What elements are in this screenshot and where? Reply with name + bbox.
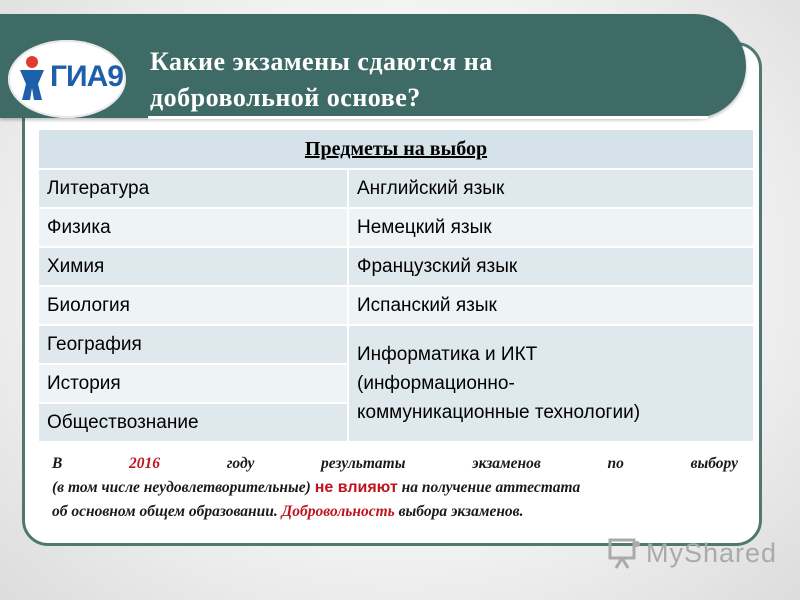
logo-text: ГИА9 [50, 60, 123, 93]
note-text: выбора экзаменов. [394, 503, 524, 520]
informatics-line: коммуникационные технологии) [357, 402, 641, 423]
footnote [52, 452, 738, 524]
note-text: (в том числе неудовлетворительные) [52, 479, 315, 496]
note-text: на получение аттестата [397, 479, 581, 496]
subject-cell: Французский язык [348, 247, 754, 286]
subject-cell: Литература [38, 169, 348, 208]
title-line-2: добровольной основе? [150, 83, 421, 112]
subjects-table [37, 128, 755, 443]
informatics-line: (информационно- [357, 373, 515, 394]
person-logo-icon [16, 54, 50, 102]
informatics-line: Информатика и ИКТ [357, 344, 538, 365]
note-word: году [226, 455, 255, 472]
subject-cell: Английский язык [348, 169, 754, 208]
note-emphasis: Добровольность [281, 503, 395, 520]
title-underline [148, 116, 708, 119]
table-row [38, 247, 754, 286]
table-header: Предметы на выбор [38, 129, 754, 169]
presentation-board-icon [608, 536, 642, 570]
note-line-1 [52, 452, 738, 476]
informatics-cell [348, 325, 754, 442]
note-word: по [607, 455, 624, 472]
watermark-text: MyShared [646, 538, 778, 568]
table-row [38, 208, 754, 247]
note-line-3 [52, 500, 738, 524]
subject-cell: Химия [38, 247, 348, 286]
watermark [608, 536, 778, 572]
subject-cell: Испанский язык [348, 286, 754, 325]
subject-cell: Биология [38, 286, 348, 325]
note-word: В [52, 455, 63, 472]
title-banner [0, 14, 746, 118]
subject-cell: Обществознание [38, 403, 348, 442]
table-row [38, 286, 754, 325]
note-text: об основном общем образовании. [52, 503, 282, 520]
subject-cell: Немецкий язык [348, 208, 754, 247]
note-word: результаты [321, 455, 406, 472]
note-line-2 [52, 476, 738, 500]
title-line-1: Какие экзамены сдаются на [150, 47, 493, 76]
page-title [150, 44, 670, 116]
note-emphasis: не влияют [314, 479, 398, 496]
note-word: выбору [690, 455, 738, 472]
table-header-row [38, 129, 754, 169]
note-word: экзаменов [472, 455, 541, 472]
subject-cell: Физика [38, 208, 348, 247]
note-year: 2016 [129, 455, 161, 472]
gia9-logo [8, 40, 126, 118]
subject-cell: География [38, 325, 348, 364]
table-row [38, 325, 754, 364]
subject-cell: История [38, 364, 348, 403]
table-row [38, 169, 754, 208]
